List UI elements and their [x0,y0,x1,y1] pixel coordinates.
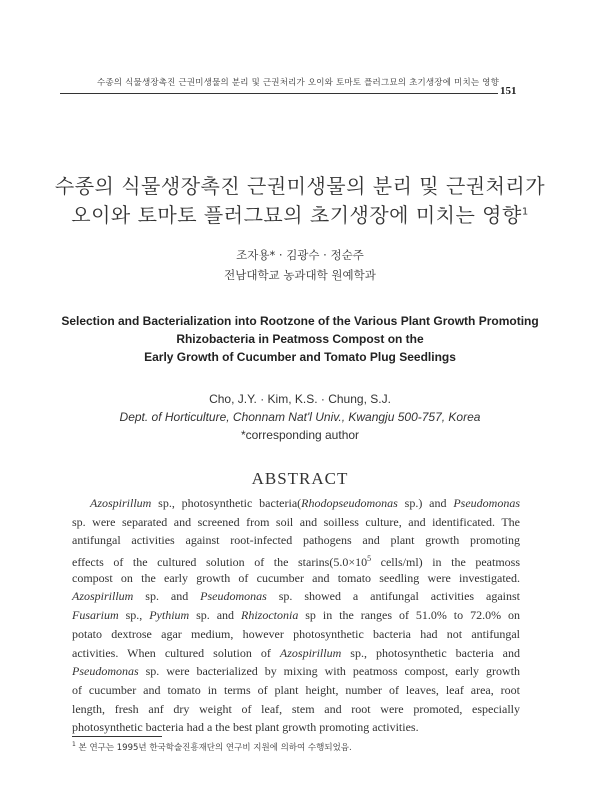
exponent: 5 [367,554,372,564]
species-name: Rhodopseudomonas [301,496,398,510]
header-rule [60,93,498,94]
species-name: Azospirillum [72,589,134,604]
abstract-line [72,494,520,513]
footnote-rule [72,736,162,737]
english-title-line-3: Early Growth of Cucumber and Tomato Plug Seedlings [144,350,456,364]
abstract-line [72,662,520,681]
abstract-line: photosynthetic bacteria had a the best plant growth promoting activities. [72,720,419,735]
english-title-line-1: Selection and Bacterialization into Rootzone of the Various Plant Growth Promoting [61,314,539,328]
abstract-text: cells/ml) in the peatmoss [371,555,520,570]
species-name: Pythium [149,608,190,623]
species-name: Azospirillum [279,645,342,660]
korean-title-line-1: 수종의 식물생장촉진 근권미생물의 분리 및 근권처리가 [54,174,546,198]
species-name: Fusarium [72,608,119,623]
abstract-text: sp., photosynthetic bacteria( [151,496,302,510]
species-name: Pseudomonas [453,496,520,510]
abstract-line [72,644,520,663]
species-name: Azospirillum [90,496,152,510]
abstract-heading: ABSTRACT [251,469,349,488]
abstract-text: sp in the ranges of 51.0% to 72.0% on [298,608,520,623]
species-name: Pseudomonas [72,664,139,679]
page-number: 151 [500,85,517,97]
abstract-line: sp. were separated and screened from soil and soilless culture, and identificated. The [72,514,520,529]
abstract-line: of cucumber and tomato in terms of plant height, number of leaves, leaf area, root [72,682,520,697]
title-footnote-mark: 1 [521,206,529,218]
species-name: Rhizoctonia [241,608,299,623]
korean-title-line-2 [40,199,560,228]
abstract-text: sp. were bacterialized by mixing with peatmoss compost, early growth [138,664,520,679]
running-header: 수종의 식물생장촉진 근권미생물의 분리 및 근권처리가 오이와 토마토 플러그묘의 초기생장에 미치는 영향 [96,78,499,88]
abstract-line: compost on the early growth of cucumber and tomato seedling were investigated. [72,570,520,585]
english-affiliation: Dept. of Horticulture, Chonnam Nat'l Univ., Kwangju 500-757, Korea [119,410,481,424]
footnote-mark: 1 [72,741,76,749]
abstract-text: sp., [118,608,150,623]
korean-authors: 조자용* · 김광수 · 정순주 [236,248,364,262]
abstract-line [72,587,520,606]
abstract-text: sp.) and [397,496,454,510]
footnote [72,741,520,753]
abstract-text: sp. and [189,608,241,623]
english-title-line-2: Rhizobacteria in Peatmoss Compost on the [176,332,424,346]
abstract-text: activities. When cultured solution of [72,645,280,660]
abstract-text: sp. showed a antifungal activities against [266,589,521,604]
abstract-text: effects of the cultured solution of the starins(5.0×10 [72,555,368,570]
abstract-line: antifungal activities against root-infected pathogens and plant growth promoting [72,533,520,548]
abstract-text: sp. and [133,589,201,604]
abstract-body [72,494,520,737]
korean-affiliation: 전남대학교 농과대학 원예학과 [224,268,376,282]
abstract-line: potato dextrose agar medium, however photosynthetic bacteria had not antifungal [72,626,520,641]
abstract-line [72,550,520,569]
abstract-text: sp., photosynthetic bacteria and [341,645,520,660]
english-authors: Cho, J.Y. · Kim, K.S. · Chung, S.J. [209,392,391,406]
korean-title-line-2-text: 오이와 토마토 플러그묘의 초기생장에 미치는 영향 [71,203,522,227]
abstract-line: length, fresh anf dry weight of leaf, stem and root were promoted, especially [72,701,520,716]
abstract-line [72,606,520,625]
species-name: Pseudomonas [200,589,267,604]
footnote-text: 본 연구는 1995년 한국학술진흥재단의 연구비 지원에 의하여 수행되었음. [75,743,352,753]
corresponding-author-note: *corresponding author [240,428,360,442]
